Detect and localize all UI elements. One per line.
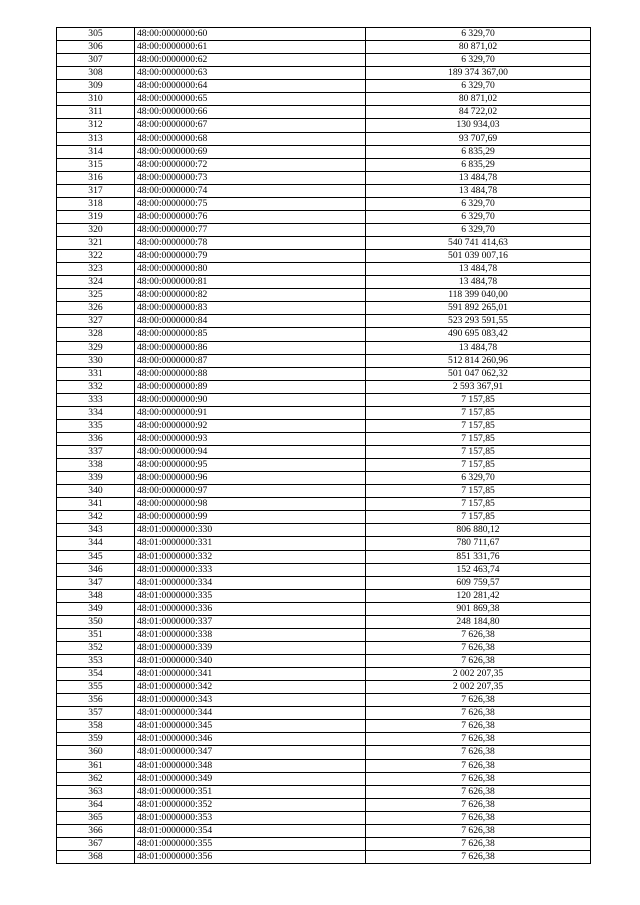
row-number-cell: 316 xyxy=(57,171,135,184)
value-cell: 501 047 062,32 xyxy=(366,367,591,380)
row-number-cell: 322 xyxy=(57,250,135,263)
table-row xyxy=(57,341,591,354)
cadastral-number-cell: 48:00:0000000:91 xyxy=(135,406,366,419)
row-number-cell: 333 xyxy=(57,393,135,406)
row-number-cell: 335 xyxy=(57,419,135,432)
value-cell: 130 934,03 xyxy=(366,119,591,132)
row-number-cell: 363 xyxy=(57,785,135,798)
row-number-cell: 317 xyxy=(57,184,135,197)
cadastral-number-cell: 48:00:0000000:96 xyxy=(135,472,366,485)
row-number-cell: 338 xyxy=(57,459,135,472)
value-cell: 6 835,29 xyxy=(366,145,591,158)
cadastral-number-cell: 48:00:0000000:72 xyxy=(135,158,366,171)
table-row xyxy=(57,720,591,733)
value-cell: 7 626,38 xyxy=(366,655,591,668)
table-row xyxy=(57,80,591,93)
cadastral-number-cell: 48:00:0000000:69 xyxy=(135,145,366,158)
table-row xyxy=(57,132,591,145)
table-row xyxy=(57,432,591,445)
table-row xyxy=(57,602,591,615)
row-number-cell: 346 xyxy=(57,563,135,576)
row-number-cell: 334 xyxy=(57,406,135,419)
table-row xyxy=(57,681,591,694)
row-number-cell: 351 xyxy=(57,628,135,641)
table-row xyxy=(57,550,591,563)
table-row xyxy=(57,223,591,236)
cadastral-number-cell: 48:00:0000000:76 xyxy=(135,210,366,223)
table-row xyxy=(57,54,591,67)
table-row xyxy=(57,28,591,41)
row-number-cell: 324 xyxy=(57,276,135,289)
cadastral-number-cell: 48:00:0000000:85 xyxy=(135,328,366,341)
cadastral-number-cell: 48:00:0000000:93 xyxy=(135,432,366,445)
table-row xyxy=(57,746,591,759)
value-cell: 609 759,57 xyxy=(366,576,591,589)
value-cell: 901 869,38 xyxy=(366,602,591,615)
table-row xyxy=(57,707,591,720)
table-row xyxy=(57,655,591,668)
table-row xyxy=(57,772,591,785)
row-number-cell: 355 xyxy=(57,681,135,694)
value-cell: 490 695 083,42 xyxy=(366,328,591,341)
table-row xyxy=(57,485,591,498)
table-row xyxy=(57,210,591,223)
row-number-cell: 326 xyxy=(57,302,135,315)
row-number-cell: 349 xyxy=(57,602,135,615)
value-cell: 6 329,70 xyxy=(366,54,591,67)
cadastral-number-cell: 48:00:0000000:82 xyxy=(135,289,366,302)
cadastral-value-table xyxy=(56,27,591,864)
cadastral-number-cell: 48:00:0000000:62 xyxy=(135,54,366,67)
cadastral-number-cell: 48:00:0000000:94 xyxy=(135,446,366,459)
table-row xyxy=(57,406,591,419)
cadastral-number-cell: 48:00:0000000:84 xyxy=(135,315,366,328)
value-cell: 7 157,85 xyxy=(366,446,591,459)
value-cell: 7 157,85 xyxy=(366,393,591,406)
cadastral-number-cell: 48:00:0000000:90 xyxy=(135,393,366,406)
value-cell: 7 626,38 xyxy=(366,641,591,654)
row-number-cell: 312 xyxy=(57,119,135,132)
cadastral-number-cell: 48:00:0000000:83 xyxy=(135,302,366,315)
row-number-cell: 314 xyxy=(57,145,135,158)
cadastral-number-cell: 48:01:0000000:332 xyxy=(135,550,366,563)
row-number-cell: 339 xyxy=(57,472,135,485)
row-number-cell: 323 xyxy=(57,263,135,276)
value-cell: 7 157,85 xyxy=(366,511,591,524)
cadastral-number-cell: 48:01:0000000:340 xyxy=(135,655,366,668)
value-cell: 7 157,85 xyxy=(366,406,591,419)
value-cell: 7 626,38 xyxy=(366,707,591,720)
table-row xyxy=(57,197,591,210)
row-number-cell: 319 xyxy=(57,210,135,223)
value-cell: 80 871,02 xyxy=(366,93,591,106)
table-row xyxy=(57,511,591,524)
row-number-cell: 356 xyxy=(57,694,135,707)
table-row xyxy=(57,811,591,824)
row-number-cell: 362 xyxy=(57,772,135,785)
row-number-cell: 340 xyxy=(57,485,135,498)
cadastral-number-cell: 48:01:0000000:334 xyxy=(135,576,366,589)
row-number-cell: 310 xyxy=(57,93,135,106)
value-cell: 84 722,02 xyxy=(366,106,591,119)
cadastral-number-cell: 48:01:0000000:351 xyxy=(135,785,366,798)
table-row xyxy=(57,472,591,485)
row-number-cell: 359 xyxy=(57,733,135,746)
table-row xyxy=(57,119,591,132)
table-row xyxy=(57,668,591,681)
table-row xyxy=(57,380,591,393)
table-row xyxy=(57,276,591,289)
value-cell: 806 880,12 xyxy=(366,524,591,537)
cadastral-number-cell: 48:01:0000000:345 xyxy=(135,720,366,733)
cadastral-number-cell: 48:00:0000000:63 xyxy=(135,67,366,80)
cadastral-number-cell: 48:00:0000000:97 xyxy=(135,485,366,498)
row-number-cell: 308 xyxy=(57,67,135,80)
row-number-cell: 329 xyxy=(57,341,135,354)
value-cell: 248 184,80 xyxy=(366,615,591,628)
table-row xyxy=(57,419,591,432)
cadastral-number-cell: 48:00:0000000:79 xyxy=(135,250,366,263)
cadastral-number-cell: 48:01:0000000:341 xyxy=(135,668,366,681)
value-cell: 13 484,78 xyxy=(366,184,591,197)
cadastral-number-cell: 48:00:0000000:74 xyxy=(135,184,366,197)
cadastral-number-cell: 48:00:0000000:99 xyxy=(135,511,366,524)
row-number-cell: 315 xyxy=(57,158,135,171)
row-number-cell: 347 xyxy=(57,576,135,589)
table-row xyxy=(57,145,591,158)
value-cell: 6 329,70 xyxy=(366,197,591,210)
table-row xyxy=(57,537,591,550)
row-number-cell: 368 xyxy=(57,850,135,863)
cadastral-number-cell: 48:00:0000000:65 xyxy=(135,93,366,106)
table-row xyxy=(57,798,591,811)
value-cell: 13 484,78 xyxy=(366,341,591,354)
cadastral-number-cell: 48:01:0000000:356 xyxy=(135,850,366,863)
table-row xyxy=(57,328,591,341)
row-number-cell: 344 xyxy=(57,537,135,550)
cadastral-number-cell: 48:01:0000000:335 xyxy=(135,589,366,602)
value-cell: 7 626,38 xyxy=(366,811,591,824)
table-row xyxy=(57,563,591,576)
row-number-cell: 350 xyxy=(57,615,135,628)
value-cell: 501 039 007,16 xyxy=(366,250,591,263)
cadastral-number-cell: 48:00:0000000:64 xyxy=(135,80,366,93)
value-cell: 7 626,38 xyxy=(366,837,591,850)
row-number-cell: 327 xyxy=(57,315,135,328)
cadastral-number-cell: 48:00:0000000:95 xyxy=(135,459,366,472)
cadastral-number-cell: 48:00:0000000:67 xyxy=(135,119,366,132)
table-row xyxy=(57,354,591,367)
row-number-cell: 336 xyxy=(57,432,135,445)
value-cell: 7 157,85 xyxy=(366,498,591,511)
value-cell: 189 374 367,00 xyxy=(366,67,591,80)
table-row xyxy=(57,106,591,119)
table-row xyxy=(57,184,591,197)
value-cell: 6 329,70 xyxy=(366,80,591,93)
table-row xyxy=(57,615,591,628)
value-cell: 93 707,69 xyxy=(366,132,591,145)
cadastral-number-cell: 48:01:0000000:333 xyxy=(135,563,366,576)
value-cell: 780 711,67 xyxy=(366,537,591,550)
row-number-cell: 328 xyxy=(57,328,135,341)
row-number-cell: 313 xyxy=(57,132,135,145)
table-row xyxy=(57,158,591,171)
value-cell: 7 626,38 xyxy=(366,798,591,811)
cadastral-number-cell: 48:00:0000000:77 xyxy=(135,223,366,236)
value-cell: 7 157,85 xyxy=(366,485,591,498)
value-cell: 540 741 414,63 xyxy=(366,237,591,250)
table-body xyxy=(57,28,591,864)
row-number-cell: 320 xyxy=(57,223,135,236)
table-row xyxy=(57,824,591,837)
value-cell: 6 329,70 xyxy=(366,28,591,41)
table-row xyxy=(57,759,591,772)
table-row xyxy=(57,289,591,302)
row-number-cell: 357 xyxy=(57,707,135,720)
value-cell: 591 892 265,01 xyxy=(366,302,591,315)
value-cell: 7 626,38 xyxy=(366,733,591,746)
cadastral-number-cell: 48:01:0000000:354 xyxy=(135,824,366,837)
table-row xyxy=(57,459,591,472)
row-number-cell: 343 xyxy=(57,524,135,537)
cadastral-number-cell: 48:01:0000000:337 xyxy=(135,615,366,628)
row-number-cell: 348 xyxy=(57,589,135,602)
row-number-cell: 331 xyxy=(57,367,135,380)
cadastral-number-cell: 48:00:0000000:66 xyxy=(135,106,366,119)
cadastral-number-cell: 48:00:0000000:73 xyxy=(135,171,366,184)
value-cell: 152 463,74 xyxy=(366,563,591,576)
table-row xyxy=(57,93,591,106)
value-cell: 7 626,38 xyxy=(366,785,591,798)
table-row xyxy=(57,837,591,850)
cadastral-number-cell: 48:00:0000000:98 xyxy=(135,498,366,511)
cadastral-number-cell: 48:01:0000000:343 xyxy=(135,694,366,707)
table-row xyxy=(57,302,591,315)
cadastral-number-cell: 48:00:0000000:68 xyxy=(135,132,366,145)
table-row xyxy=(57,498,591,511)
value-cell: 7 626,38 xyxy=(366,628,591,641)
table-row xyxy=(57,237,591,250)
value-cell: 7 626,38 xyxy=(366,850,591,863)
table-row xyxy=(57,393,591,406)
cadastral-number-cell: 48:01:0000000:349 xyxy=(135,772,366,785)
value-cell: 7 626,38 xyxy=(366,720,591,733)
value-cell: 80 871,02 xyxy=(366,41,591,54)
row-number-cell: 325 xyxy=(57,289,135,302)
table-row xyxy=(57,171,591,184)
table-row xyxy=(57,315,591,328)
value-cell: 2 593 367,91 xyxy=(366,380,591,393)
table-row xyxy=(57,263,591,276)
cadastral-number-cell: 48:01:0000000:336 xyxy=(135,602,366,615)
value-cell: 6 329,70 xyxy=(366,472,591,485)
row-number-cell: 341 xyxy=(57,498,135,511)
cadastral-number-cell: 48:01:0000000:339 xyxy=(135,641,366,654)
row-number-cell: 352 xyxy=(57,641,135,654)
table-row xyxy=(57,367,591,380)
row-number-cell: 306 xyxy=(57,41,135,54)
value-cell: 512 814 260,96 xyxy=(366,354,591,367)
cadastral-number-cell: 48:00:0000000:78 xyxy=(135,237,366,250)
value-cell: 7 626,38 xyxy=(366,772,591,785)
cadastral-number-cell: 48:01:0000000:347 xyxy=(135,746,366,759)
row-number-cell: 311 xyxy=(57,106,135,119)
value-cell: 13 484,78 xyxy=(366,276,591,289)
value-cell: 7 626,38 xyxy=(366,759,591,772)
cadastral-number-cell: 48:01:0000000:353 xyxy=(135,811,366,824)
cadastral-number-cell: 48:00:0000000:80 xyxy=(135,263,366,276)
cadastral-number-cell: 48:01:0000000:338 xyxy=(135,628,366,641)
table-row xyxy=(57,641,591,654)
value-cell: 6 329,70 xyxy=(366,223,591,236)
cadastral-number-cell: 48:00:0000000:88 xyxy=(135,367,366,380)
value-cell: 118 399 040,00 xyxy=(366,289,591,302)
value-cell: 2 002 207,35 xyxy=(366,681,591,694)
value-cell: 7 157,85 xyxy=(366,459,591,472)
row-number-cell: 345 xyxy=(57,550,135,563)
row-number-cell: 364 xyxy=(57,798,135,811)
row-number-cell: 361 xyxy=(57,759,135,772)
cadastral-number-cell: 48:01:0000000:331 xyxy=(135,537,366,550)
row-number-cell: 307 xyxy=(57,54,135,67)
row-number-cell: 367 xyxy=(57,837,135,850)
row-number-cell: 366 xyxy=(57,824,135,837)
table-row xyxy=(57,628,591,641)
cadastral-number-cell: 48:01:0000000:348 xyxy=(135,759,366,772)
cadastral-number-cell: 48:00:0000000:92 xyxy=(135,419,366,432)
cadastral-number-cell: 48:00:0000000:87 xyxy=(135,354,366,367)
cadastral-number-cell: 48:00:0000000:60 xyxy=(135,28,366,41)
row-number-cell: 321 xyxy=(57,237,135,250)
cadastral-number-cell: 48:00:0000000:61 xyxy=(135,41,366,54)
row-number-cell: 365 xyxy=(57,811,135,824)
value-cell: 6 835,29 xyxy=(366,158,591,171)
table-row xyxy=(57,576,591,589)
row-number-cell: 353 xyxy=(57,655,135,668)
row-number-cell: 318 xyxy=(57,197,135,210)
cadastral-number-cell: 48:01:0000000:330 xyxy=(135,524,366,537)
value-cell: 7 157,85 xyxy=(366,432,591,445)
cadastral-number-cell: 48:01:0000000:355 xyxy=(135,837,366,850)
value-cell: 523 293 591,55 xyxy=(366,315,591,328)
table-row xyxy=(57,589,591,602)
cadastral-number-cell: 48:00:0000000:86 xyxy=(135,341,366,354)
table-row xyxy=(57,785,591,798)
table-row xyxy=(57,41,591,54)
row-number-cell: 330 xyxy=(57,354,135,367)
value-cell: 13 484,78 xyxy=(366,171,591,184)
cadastral-number-cell: 48:00:0000000:81 xyxy=(135,276,366,289)
table-row xyxy=(57,67,591,80)
row-number-cell: 342 xyxy=(57,511,135,524)
row-number-cell: 337 xyxy=(57,446,135,459)
value-cell: 7 157,85 xyxy=(366,419,591,432)
row-number-cell: 305 xyxy=(57,28,135,41)
value-cell: 2 002 207,35 xyxy=(366,668,591,681)
cadastral-number-cell: 48:00:0000000:89 xyxy=(135,380,366,393)
value-cell: 13 484,78 xyxy=(366,263,591,276)
value-cell: 6 329,70 xyxy=(366,210,591,223)
value-cell: 7 626,38 xyxy=(366,694,591,707)
table-row xyxy=(57,446,591,459)
value-cell: 851 331,76 xyxy=(366,550,591,563)
value-cell: 7 626,38 xyxy=(366,746,591,759)
table-row xyxy=(57,733,591,746)
value-cell: 120 281,42 xyxy=(366,589,591,602)
row-number-cell: 354 xyxy=(57,668,135,681)
row-number-cell: 332 xyxy=(57,380,135,393)
cadastral-number-cell: 48:01:0000000:346 xyxy=(135,733,366,746)
value-cell: 7 626,38 xyxy=(366,824,591,837)
cadastral-number-cell: 48:01:0000000:352 xyxy=(135,798,366,811)
cadastral-number-cell: 48:01:0000000:344 xyxy=(135,707,366,720)
row-number-cell: 309 xyxy=(57,80,135,93)
table-row xyxy=(57,250,591,263)
row-number-cell: 358 xyxy=(57,720,135,733)
table-row xyxy=(57,694,591,707)
cadastral-number-cell: 48:00:0000000:75 xyxy=(135,197,366,210)
table-row xyxy=(57,524,591,537)
cadastral-number-cell: 48:01:0000000:342 xyxy=(135,681,366,694)
row-number-cell: 360 xyxy=(57,746,135,759)
table-row xyxy=(57,850,591,863)
